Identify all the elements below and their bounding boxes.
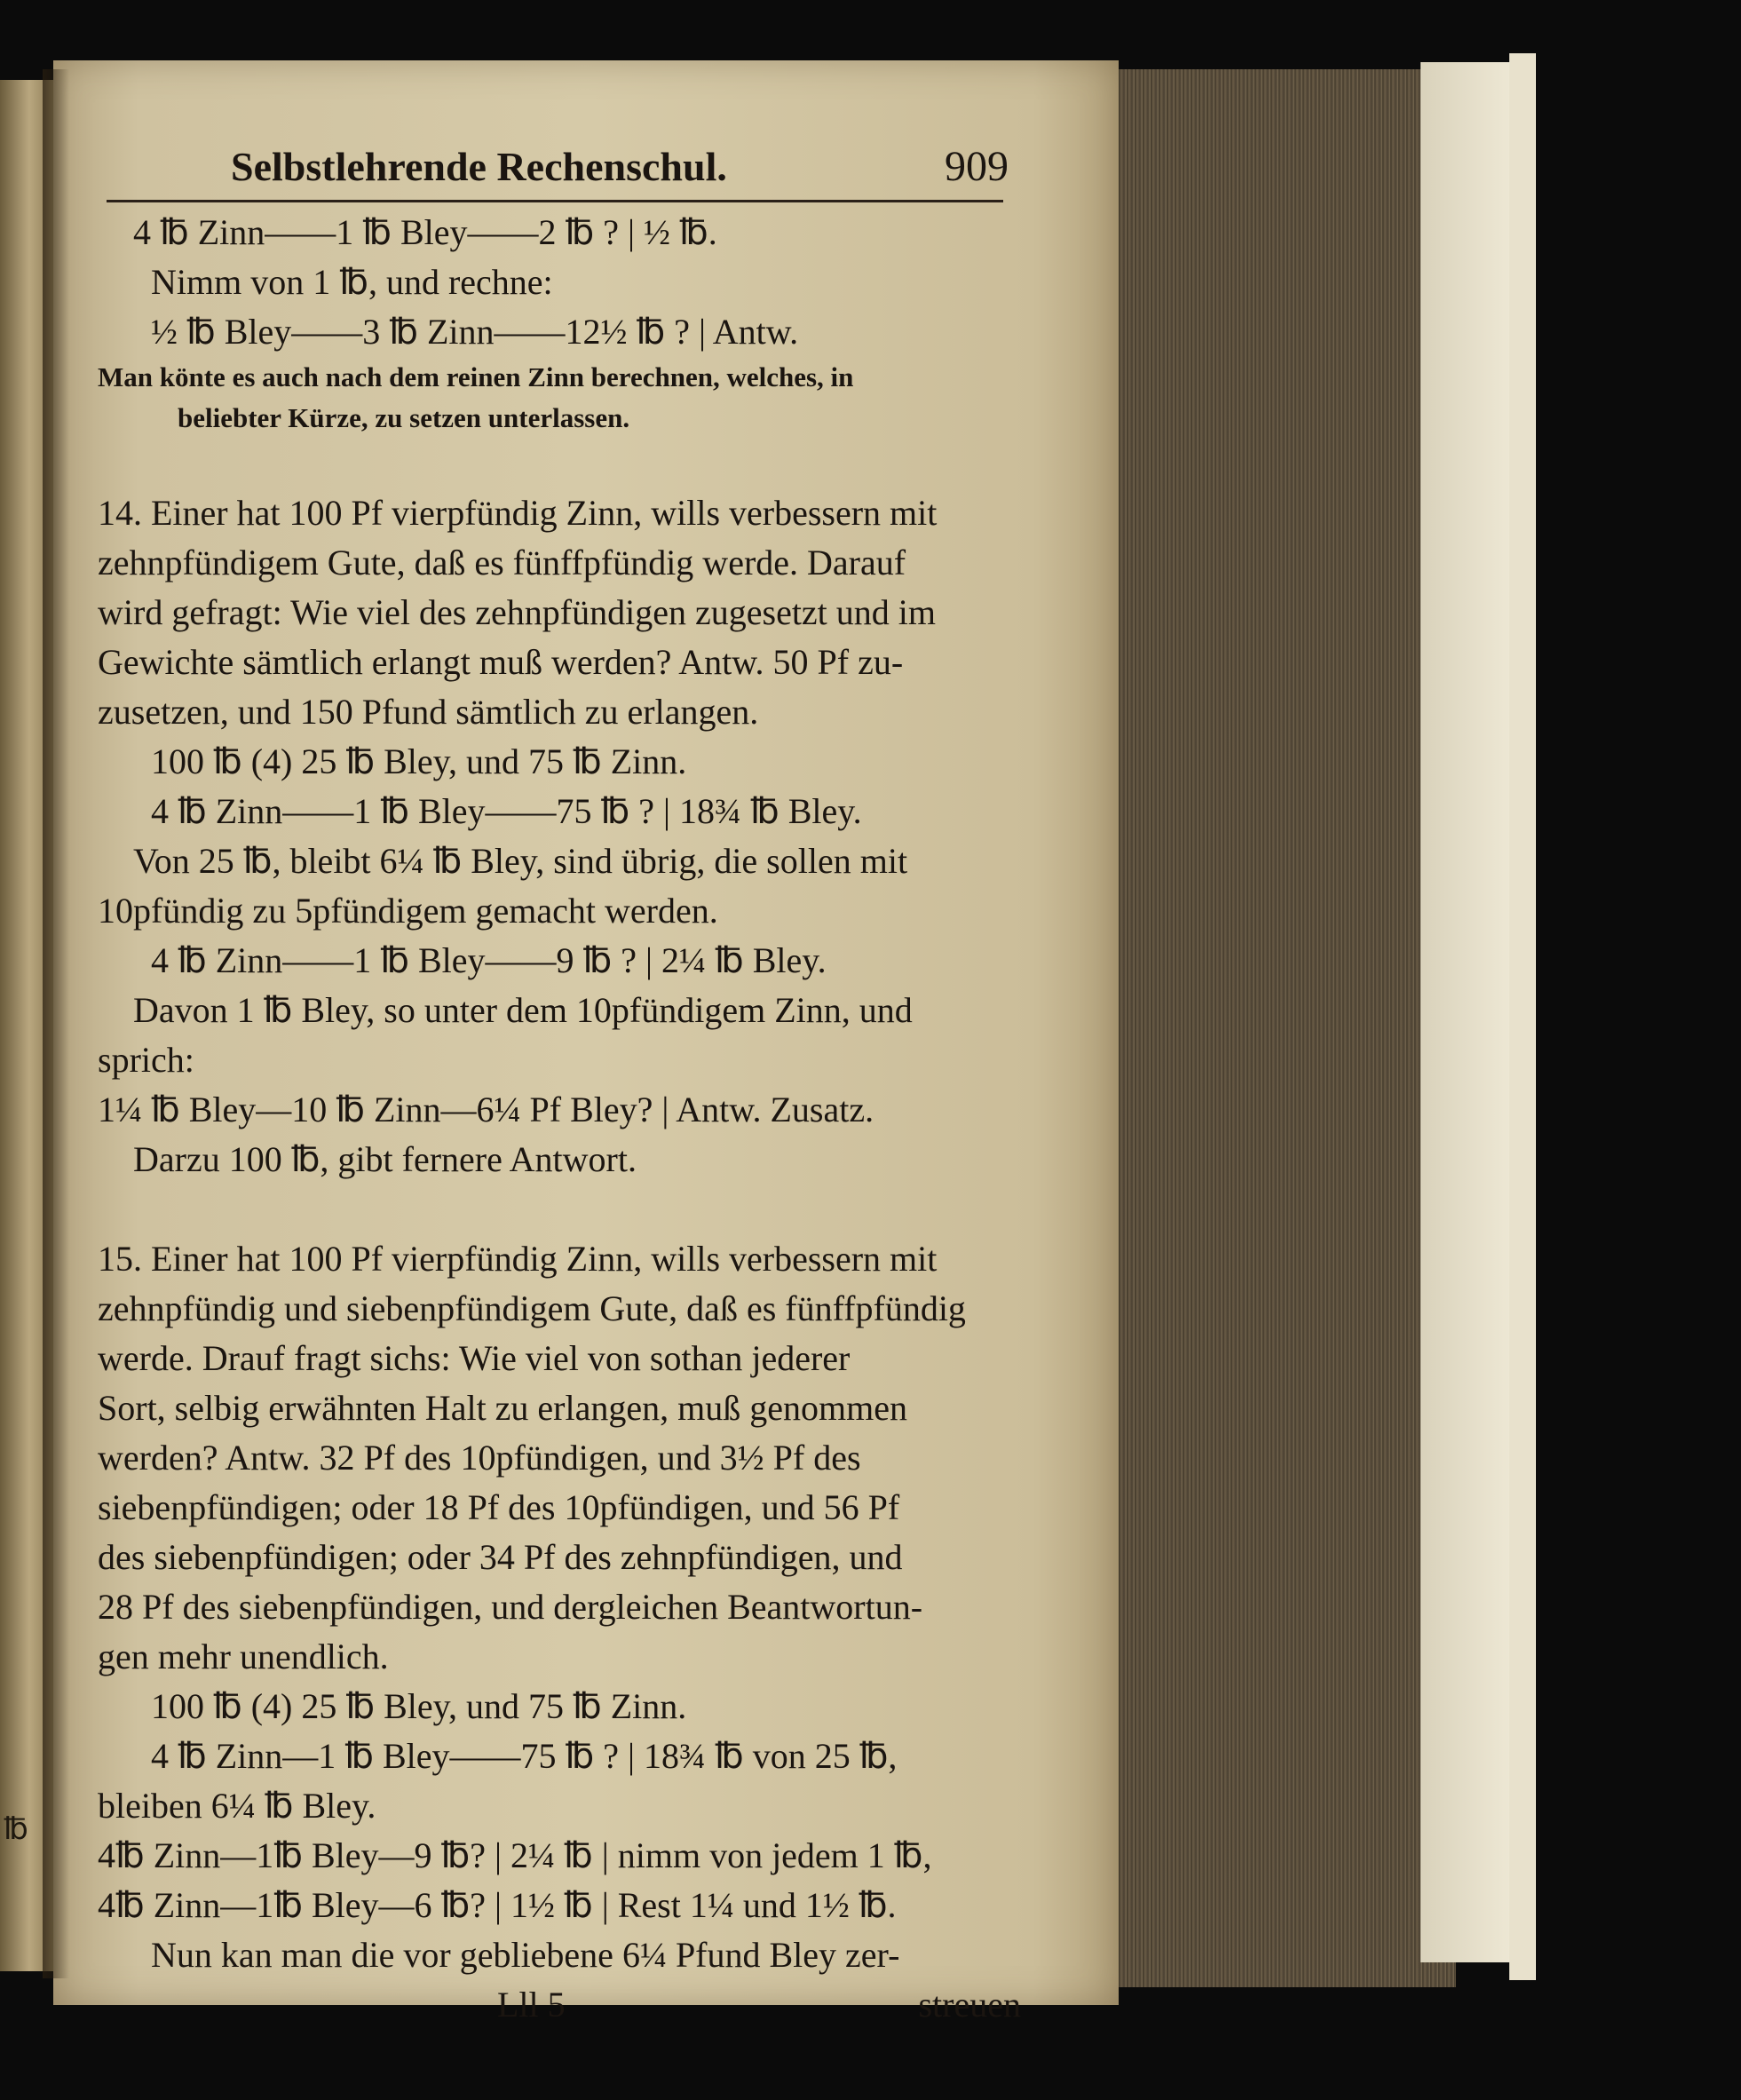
text-line: 100 ℔ (4) 25 ℔ Bley, und 75 ℔ Zinn. [151, 741, 687, 781]
text-line: 4 ℔ Zinn——1 ℔ Bley——9 ℔ ? | 2¼ ℔ Bley. [151, 940, 827, 980]
text-line: werden? Antw. 32 Pf des 10pfündigen, und 3½ Pf des [98, 1438, 861, 1478]
text-line: 14. Einer hat 100 Pf vierpfündig Zinn, wills verbessern mit [98, 493, 938, 533]
text-line: ½ ℔ Bley——3 ℔ Zinn——12½ ℔ ? | Antw. [151, 312, 799, 352]
page-footer [98, 1980, 1021, 2030]
paragraph-gap [98, 1185, 1021, 1234]
text-line: zehnpfündigem Gute, daß es fünffpfündig werde. Darauf [98, 543, 906, 582]
text-line: Nun kan man die vor gebliebene 6¼ Pfund Bley zer- [151, 1935, 900, 1975]
note-line: beliebter Kürze, zu setzen unterlassen. [178, 402, 630, 433]
text-line: gen mehr unendlich. [98, 1636, 389, 1676]
text-line: 4℔ Zinn—1℔ Bley—9 ℔? | 2¼ ℔ | nimm von jedem 1 ℔, [98, 1835, 932, 1875]
text-line: 4 ℔ Zinn——1 ℔ Bley——75 ℔ ? | 18¾ ℔ Bley. [151, 791, 862, 831]
text-line: Darzu 100 ℔, gibt fernere Antwort. [133, 1139, 637, 1179]
text-line: werde. Drauf fragt sichs: Wie viel von sothan jederer [98, 1338, 851, 1378]
text-line: des siebenpfündigen; oder 34 Pf des zehnpfündigen, und [98, 1537, 903, 1577]
text-line: bleiben 6¼ ℔ Bley. [98, 1786, 376, 1826]
text-line: 4 ℔ Zinn——1 ℔ Bley——2 ℔ ? | ½ ℔. [133, 212, 717, 252]
text-line: 100 ℔ (4) 25 ℔ Bley, und 75 ℔ Zinn. [151, 1686, 687, 1726]
text-line: 15. Einer hat 100 Pf vierpfündig Zinn, wills verbessern mit [98, 1239, 938, 1279]
page-fore-edge [1119, 69, 1456, 1987]
problem-15 [98, 1234, 1021, 1980]
header-rule [107, 200, 1003, 202]
signature-mark: Lll 5 [497, 1985, 566, 2025]
text-line: 4 ℔ Zinn—1 ℔ Bley——75 ℔ ? | 18¾ ℔ von 25 ℔, [151, 1736, 898, 1776]
problem-14 [98, 488, 1021, 1185]
page-text [98, 142, 1021, 2030]
text-line: Sort, selbig erwähnten Halt zu erlangen, muß genommen [98, 1388, 907, 1428]
note-line: Man könte es auch nach dem reinen Zinn berechnen, welches, in [98, 361, 854, 392]
text-line: Von 25 ℔, bleibt 6¼ ℔ Bley, sind übrig, die sollen mit [133, 841, 908, 881]
text-line: sprich: [98, 1040, 194, 1080]
gutter-shadow [43, 69, 69, 1978]
page-title: Selbstlehrende Rechenschul. [231, 144, 727, 189]
paragraph-gap [98, 439, 1021, 488]
catchword: streuen [918, 1985, 1021, 2025]
text-line: Davon 1 ℔ Bley, so unter dem 10pfündigem Zinn, und [133, 990, 913, 1030]
left-margin-mark: ℔ [4, 1811, 28, 1847]
text-line: 28 Pf des siebenpfündigen, und dergleichen Beantwortun- [98, 1587, 923, 1627]
page-number: 909 [945, 143, 1009, 190]
text-line: Gewichte sämtlich erlangt muß werden? Antw. 50 Pf zu- [98, 642, 904, 682]
text-line: Nimm von 1 ℔, und rechne: [151, 262, 553, 302]
text-line: 10pfündig zu 5pfündigem gemacht werden. [98, 891, 718, 931]
text-line: zehnpfündig und siebenpfündigem Gute, daß es fünffpfündig [98, 1288, 966, 1328]
running-head [98, 142, 1021, 200]
book-cover-edge [1509, 53, 1536, 1980]
text-line: zusetzen, und 150 Pfund sämtlich zu erlangen. [98, 692, 759, 732]
text-line: 1¼ ℔ Bley—10 ℔ Zinn—6¼ Pf Bley? | Antw. Zusatz. [98, 1090, 874, 1129]
text-line: siebenpfündigen; oder 18 Pf des 10pfündigen, und 56 Pf [98, 1487, 900, 1527]
text-line: wird gefragt: Wie viel des zehnpfündigen zugesetzt und im [98, 592, 937, 632]
text-line: 4℔ Zinn—1℔ Bley—6 ℔? | 1½ ℔ | Rest 1¼ und 1½ ℔. [98, 1885, 897, 1925]
page-fore-edge-light [1420, 62, 1518, 1962]
